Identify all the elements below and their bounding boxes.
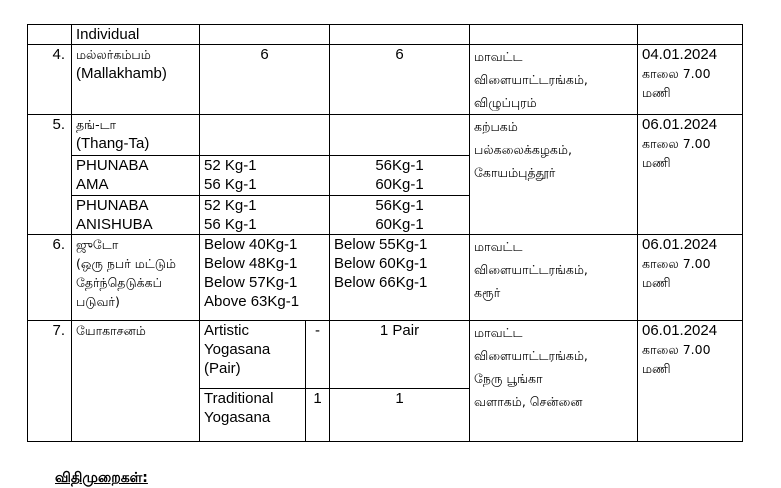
venue-line: மாவட்ட	[474, 239, 523, 254]
boys-count: 6	[200, 45, 330, 115]
event-cell	[72, 235, 200, 321]
girls-weights	[330, 156, 470, 196]
time-line: காலை 7.00	[642, 342, 711, 357]
cell-empty	[470, 25, 638, 45]
event-note-line: தேர்ந்தெடுக்கப்	[76, 275, 162, 290]
venue-cell	[470, 45, 638, 115]
event-cell	[72, 45, 200, 115]
date-cell	[638, 235, 743, 321]
time-unit-line: மணி	[642, 361, 671, 376]
time-unit-line: மணி	[642, 85, 671, 100]
event-name-english: (Thang-Ta)	[76, 135, 150, 152]
time-line: காலை 7.00	[642, 66, 711, 81]
weight-line: 52 Kg-1	[204, 197, 257, 214]
time-unit-line: மணி	[642, 275, 671, 290]
event-note-line: படுவர்)	[76, 294, 120, 309]
cell-empty	[330, 115, 470, 156]
date-line: 04.01.2024	[642, 46, 718, 63]
table-row	[28, 45, 743, 115]
event-name-tamil: தங்-டா	[76, 117, 117, 132]
girls-count: 6	[330, 45, 470, 115]
date-line: 06.01.2024	[642, 116, 718, 133]
venue-line: விழுப்புரம்	[474, 95, 537, 110]
table-row	[28, 115, 743, 156]
table-row	[28, 235, 743, 321]
weight-line: 56Kg-1	[375, 197, 424, 214]
sub-event-line: PHUNABA	[76, 157, 149, 174]
sub-event-line: AMA	[76, 176, 109, 193]
venue-line: கோயம்புத்தூர்	[474, 165, 556, 180]
weight-line: Below 66Kg-1	[334, 274, 428, 291]
table-row	[28, 25, 743, 45]
event-cell	[72, 321, 200, 442]
sub-event-name	[72, 156, 200, 196]
venue-line: வளாகம், சென்னை	[474, 394, 583, 409]
boys-weights	[200, 156, 330, 196]
event-name-tamil: மல்லர்கம்பம்	[76, 47, 151, 62]
venue-cell	[470, 115, 638, 235]
weight-line: 56 Kg-1	[204, 176, 257, 193]
weight-line: 60Kg-1	[375, 176, 424, 193]
event-cell	[72, 115, 200, 156]
yoga-type-line: Yogasana	[204, 409, 271, 426]
event-name-tamil: யோகாசனம்	[76, 323, 146, 338]
yoga-type	[200, 389, 306, 442]
venue-line: விளையாட்டரங்கம்,	[474, 72, 588, 87]
girls-count: 1	[330, 389, 470, 442]
venue-line: பல்கலைக்கழகம்,	[474, 142, 572, 157]
table-row	[28, 321, 743, 389]
date-line: 06.01.2024	[642, 322, 718, 339]
weight-line: Below 60Kg-1	[334, 255, 428, 272]
date-cell	[638, 45, 743, 115]
boys-count: -	[306, 321, 330, 389]
girls-count: 1 Pair	[330, 321, 470, 389]
cell-empty	[330, 25, 470, 45]
sub-event-name	[72, 196, 200, 235]
event-name-english: (Mallakhamb)	[76, 65, 167, 82]
venue-cell	[470, 321, 638, 442]
time-line: காலை 7.00	[642, 256, 711, 271]
individual-label: Individual	[72, 25, 200, 45]
weight-line: Below 40Kg-1	[204, 236, 298, 253]
venue-line: கற்பகம்	[474, 119, 518, 134]
sub-event-line: ANISHUBA	[76, 216, 153, 233]
cell-empty	[28, 25, 72, 45]
weight-line: Below 55Kg-1	[334, 236, 428, 253]
girls-weights	[330, 235, 470, 321]
venue-line: விளையாட்டரங்கம்,	[474, 348, 588, 363]
cell-empty	[200, 115, 330, 156]
venue-line: மாவட்ட	[474, 49, 523, 64]
row-number: 7.	[28, 321, 72, 442]
venue-line: விளையாட்டரங்கம்,	[474, 262, 588, 277]
time-unit-line: மணி	[642, 155, 671, 170]
date-line: 06.01.2024	[642, 236, 718, 253]
boys-count: 1	[306, 389, 330, 442]
event-note-line: (ஒரு நபர் மட்டும்	[76, 256, 176, 271]
weight-line: 52 Kg-1	[204, 157, 257, 174]
weight-line: 56 Kg-1	[204, 216, 257, 233]
time-line: காலை 7.00	[642, 136, 711, 151]
boys-weights	[200, 235, 330, 321]
row-number: 4.	[28, 45, 72, 115]
cell-empty	[200, 25, 330, 45]
yoga-type-line: (Pair)	[204, 360, 241, 377]
weight-line: 60Kg-1	[375, 216, 424, 233]
sub-event-line: PHUNABA	[76, 197, 149, 214]
schedule-table	[27, 24, 743, 442]
date-cell	[638, 321, 743, 442]
row-number: 5.	[28, 115, 72, 235]
venue-line: நேரு பூங்கா	[474, 371, 543, 386]
yoga-type-line: Artistic	[204, 322, 249, 339]
venue-cell	[470, 235, 638, 321]
weight-line: 56Kg-1	[375, 157, 424, 174]
yoga-type	[200, 321, 306, 389]
date-cell	[638, 115, 743, 235]
row-number: 6.	[28, 235, 72, 321]
weight-line: Above 63Kg-1	[204, 293, 300, 310]
venue-line: கரூர்	[474, 285, 501, 300]
yoga-type-line: Yogasana	[204, 341, 271, 358]
girls-weights	[330, 196, 470, 235]
event-name-tamil: ஜுடோ	[76, 237, 119, 252]
rules-heading: விதிமுறைகள்:	[55, 470, 148, 486]
yoga-type-line: Traditional	[204, 390, 274, 407]
cell-empty	[638, 25, 743, 45]
weight-line: Below 48Kg-1	[204, 255, 298, 272]
boys-weights	[200, 196, 330, 235]
venue-line: மாவட்ட	[474, 325, 523, 340]
weight-line: Below 57Kg-1	[204, 274, 298, 291]
